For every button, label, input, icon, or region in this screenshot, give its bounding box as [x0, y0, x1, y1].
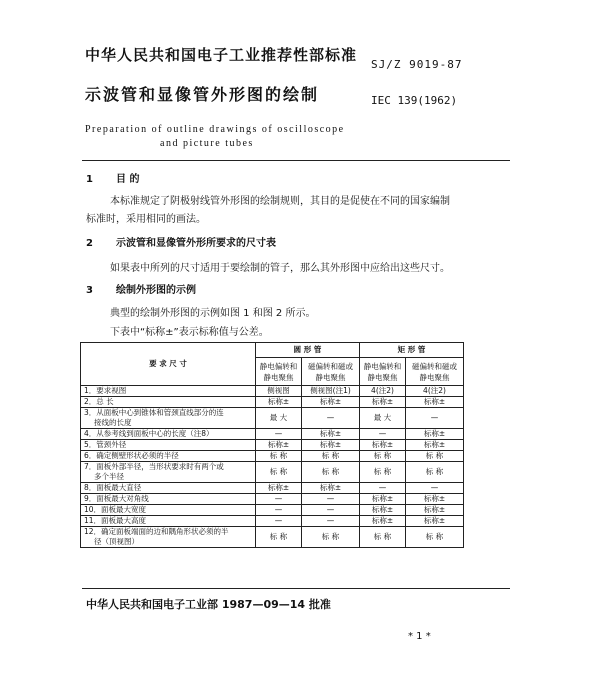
row-value: 标称±: [360, 516, 406, 527]
row-value: —: [406, 483, 464, 494]
table-row: [81, 527, 464, 548]
row-value: 4(注2): [360, 386, 406, 397]
row-value: 侧视图: [256, 386, 302, 397]
table-row: [81, 440, 464, 451]
requirement-text: 3．从面板中心到锥体和管颈直线部分的连: [84, 408, 224, 417]
table-subheader: 静电偏转和静电聚焦: [256, 358, 302, 386]
requirement-text: 11．面板最大高度: [84, 516, 147, 525]
table-row: [81, 505, 464, 516]
section-3-text-line1: 典型的绘制外形图的示例如图 1 和图 2 所示。: [110, 308, 316, 319]
table-row: [81, 494, 464, 505]
row-requirement: [81, 408, 256, 429]
row-value: 标称±: [302, 429, 360, 440]
row-value: —: [256, 494, 302, 505]
table-row: [81, 408, 464, 429]
row-value: 标称±: [256, 440, 302, 451]
requirement-text: 1．要求视图: [84, 386, 127, 395]
row-requirement: [81, 462, 256, 483]
section-2-text: 如果表中所列的尺寸适用于要绘制的管子，那么其外形图中应给出这些尺寸。: [110, 263, 450, 274]
row-value: 标 称: [302, 527, 360, 548]
row-value: —: [256, 505, 302, 516]
row-value: 标称±: [360, 440, 406, 451]
row-requirement: [81, 397, 256, 408]
requirement-text: 6．确定侧壁形状必须的半径: [84, 451, 179, 460]
requirement-text: 5．管颈外径: [84, 440, 127, 449]
row-value: 标 称: [406, 451, 464, 462]
requirement-text: 接线的长度: [94, 418, 132, 427]
table-header-round-tube: 圆 形 管: [256, 343, 360, 358]
section-2-heading: 2 示波管和显像管外形所要求的尺寸表: [86, 238, 276, 249]
row-value: 标 称: [406, 462, 464, 483]
org-title: 中华人民共和国电子工业推荐性部标准: [85, 46, 358, 64]
row-value: —: [302, 494, 360, 505]
row-value: 标称±: [360, 397, 406, 408]
page-number: * 1 *: [408, 631, 431, 642]
row-value: 标 称: [302, 462, 360, 483]
row-value: —: [302, 516, 360, 527]
doc-title: 示波管和显像管外形图的绘制: [85, 85, 320, 104]
footer-divider: [82, 588, 510, 589]
requirement-text: 多个半径: [94, 472, 124, 481]
english-title-line2: and picture tubes: [160, 138, 254, 149]
row-value: 标 称: [256, 451, 302, 462]
header-divider: [82, 160, 510, 161]
row-value: 标称±: [406, 429, 464, 440]
row-value: 标 称: [360, 527, 406, 548]
row-value: 标 称: [256, 527, 302, 548]
row-value: 标 称: [406, 527, 464, 548]
row-requirement: [81, 527, 256, 548]
dimensions-table: [80, 342, 464, 548]
row-requirement: [81, 429, 256, 440]
row-value: 4(注2): [406, 386, 464, 397]
row-value: 标 称: [360, 451, 406, 462]
row-value: 标称±: [406, 397, 464, 408]
row-value: —: [256, 516, 302, 527]
row-value: 侧视图(注1): [302, 386, 360, 397]
table-row: [81, 483, 464, 494]
row-value: 标称±: [302, 397, 360, 408]
row-requirement: [81, 440, 256, 451]
requirement-text: 7．面板外部半径，当形状要求时有两个或: [84, 462, 224, 471]
row-requirement: [81, 386, 256, 397]
english-title-line1: Preparation of outline drawings of oscilloscope: [85, 124, 345, 135]
row-value: 标称±: [360, 494, 406, 505]
row-value: 最 大: [256, 408, 302, 429]
approval-line: 中华人民共和国电子工业部 1987—09—14 批准: [86, 598, 331, 611]
row-value: 标 称: [256, 462, 302, 483]
table-row: [81, 451, 464, 462]
row-value: —: [302, 505, 360, 516]
row-value: 标称±: [302, 483, 360, 494]
section-1-text-line2: 标准时，采用相同的画法。: [86, 214, 206, 225]
requirement-text: 2．总 长: [84, 397, 114, 406]
table-subheader: 静电偏转和静电聚焦: [360, 358, 406, 386]
table-subheader: 磁偏转和磁或静电聚焦: [406, 358, 464, 386]
table-row: [81, 429, 464, 440]
row-value: 标称±: [302, 440, 360, 451]
table-body: [81, 386, 464, 548]
table-row: [81, 397, 464, 408]
row-requirement: [81, 494, 256, 505]
table-subheader: 磁偏转和磁或静电聚焦: [302, 358, 360, 386]
row-value: —: [302, 408, 360, 429]
table-row: [81, 386, 464, 397]
row-value: 标称±: [406, 516, 464, 527]
standard-code: SJ/Z 9019-87: [371, 58, 463, 71]
row-value: 标称±: [256, 397, 302, 408]
section-1-text-line1: 本标准规定了阴极射线管外形图的绘制规则，其目的是促使在不同的国家编制: [110, 196, 450, 207]
table-row: [81, 516, 464, 527]
table-header-rect-tube: 矩 形 管: [360, 343, 464, 358]
row-value: 标 称: [360, 462, 406, 483]
table-row: [81, 462, 464, 483]
iec-reference: IEC 139(1962): [371, 94, 458, 107]
row-value: 标称±: [406, 440, 464, 451]
section-1-heading: 1 目 的: [86, 174, 140, 185]
row-requirement: [81, 516, 256, 527]
row-value: 标 称: [302, 451, 360, 462]
row-value: 标称±: [406, 505, 464, 516]
requirement-text: 12．确定面板端面的边和隅角形状必须的半: [84, 527, 229, 536]
requirement-text: 8．面板最大直径: [84, 483, 142, 492]
row-requirement: [81, 483, 256, 494]
requirement-text: 10．面板最大宽度: [84, 505, 147, 514]
row-requirement: [81, 451, 256, 462]
row-value: —: [360, 429, 406, 440]
requirement-text: 4．从参考线到面板中心的长度（注8）: [84, 429, 214, 438]
row-value: 标称±: [406, 494, 464, 505]
row-value: —: [406, 408, 464, 429]
section-3-heading: 3 绘制外形图的示例: [86, 285, 196, 296]
row-value: —: [360, 483, 406, 494]
row-value: 标称±: [360, 505, 406, 516]
table-header-requirement: 要 求 尺 寸: [81, 343, 256, 386]
requirement-text: 径（顶视图）: [94, 537, 139, 546]
row-value: 标称±: [256, 483, 302, 494]
row-value: —: [256, 429, 302, 440]
row-requirement: [81, 505, 256, 516]
section-3-text-line2: 下表中“标称±”表示标称值与公差。: [110, 327, 269, 338]
row-value: 最 大: [360, 408, 406, 429]
requirement-text: 9．面板最大对角线: [84, 494, 149, 503]
